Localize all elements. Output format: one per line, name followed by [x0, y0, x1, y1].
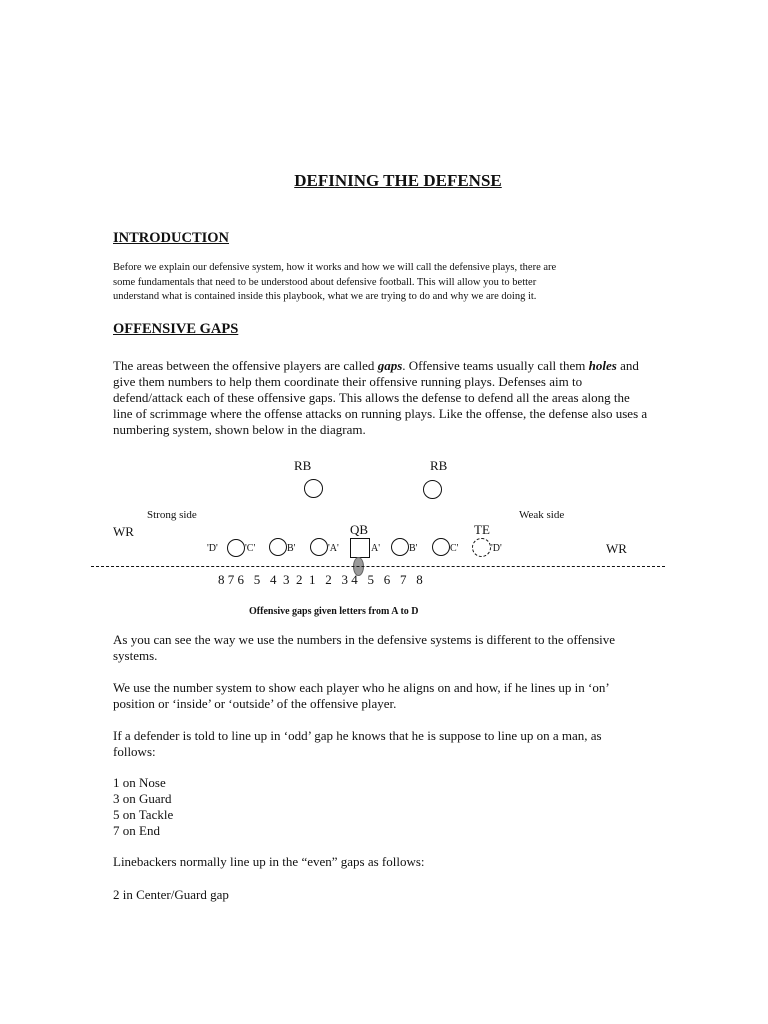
- list-item: 3 on Guard: [113, 791, 172, 806]
- gap-letter: 'C': [245, 543, 256, 554]
- wr-left-label: WR: [113, 524, 134, 539]
- odd-gap-list: [113, 775, 653, 839]
- qb-label: QB: [350, 522, 369, 537]
- lineman-guard-left: [310, 538, 328, 556]
- p1-text-a: The areas between the offensive players are called: [113, 358, 378, 373]
- list-item: 7 on End: [113, 823, 160, 838]
- gap-numbers: 8 7 6 5 4 3 2 1 2 3 4 5 6 7 8: [218, 572, 423, 587]
- gap-letter: B': [409, 543, 418, 554]
- intro-line: understand what is contained inside this playbook, what we are trying to do and why we are doing it.: [113, 291, 537, 303]
- list-item: 2 in Center/Guard gap: [113, 887, 229, 902]
- intro-line: some fundamentals that need to be understood about defensive football. This will allow you to better: [113, 276, 537, 288]
- line-of-scrimmage: [91, 566, 665, 567]
- list-item: 5 on Tackle: [113, 807, 174, 822]
- gap-letter: 'D': [491, 543, 502, 554]
- page-title: DEFINING THE DEFENSE: [294, 171, 502, 190]
- lineman-tackle-right: [432, 538, 450, 556]
- gap-letter: B': [287, 543, 296, 554]
- introduction-text: [113, 261, 673, 305]
- offensive-gaps-paragraph: [113, 358, 648, 438]
- weak-side-label: Weak side: [519, 509, 565, 521]
- tight-end-dashed-circle: [472, 538, 491, 557]
- offensive-gaps-heading: OFFENSIVE GAPS: [113, 321, 239, 337]
- holes-term: holes: [588, 358, 617, 373]
- center-square: [350, 538, 370, 558]
- rb-left-label: RB: [294, 458, 312, 473]
- wr-right-label: WR: [606, 541, 627, 556]
- strong-side-label: Strong side: [147, 509, 197, 521]
- gap-letter: 'A': [328, 543, 339, 554]
- lineman-tackle-left: [269, 538, 287, 556]
- rb-right-circle: [423, 480, 442, 499]
- gap-letter: A': [371, 543, 381, 554]
- gap-letter: C': [450, 543, 459, 554]
- paragraph-odd-gap: If a defender is told to line up in ‘odd’ gap he knows that he is suppose to line up on a man, as follows:: [113, 728, 602, 759]
- lineman-guard-right: [391, 538, 409, 556]
- gaps-term: gaps: [377, 358, 403, 373]
- rb-right-label: RB: [430, 458, 448, 473]
- p1-text-c: and give them numbers to help them coordinate their offensive running plays. Defenses aim to defend/attack each of these offensive gaps. This allows the defense to defend all the areas along the line of scrimmage where the offense attacks on running plays. Like the offense, the defense also uses a numbering system, shown below in the diagram.: [113, 358, 648, 437]
- list-item: 1 on Nose: [113, 775, 166, 790]
- paragraph-numbers: As you can see the way we use the numbers in the defensive systems is different to the offensive systems.: [113, 632, 616, 663]
- even-gap-list: [113, 887, 653, 903]
- rb-left-circle: [304, 479, 323, 498]
- lineman-end-left: [227, 539, 245, 557]
- te-label: TE: [474, 522, 490, 537]
- gap-letter: 'D': [207, 543, 218, 554]
- p1-text-b: . Offensive teams usually call them: [402, 358, 589, 373]
- diagram-caption: Offensive gaps given letters from A to D: [249, 606, 419, 617]
- introduction-heading: INTRODUCTION: [113, 230, 230, 246]
- linebacker-intro: Linebackers normally line up in the “even” gaps as follows:: [113, 854, 425, 869]
- intro-line: Before we explain our defensive system, how it works and how we will call the defensive plays, there are: [113, 262, 557, 273]
- paragraph-alignment: We use the number system to show each player who he aligns on and how, if he lines up in ‘on’ position or ‘inside’ or ‘outside’ of the offensive player.: [113, 680, 609, 711]
